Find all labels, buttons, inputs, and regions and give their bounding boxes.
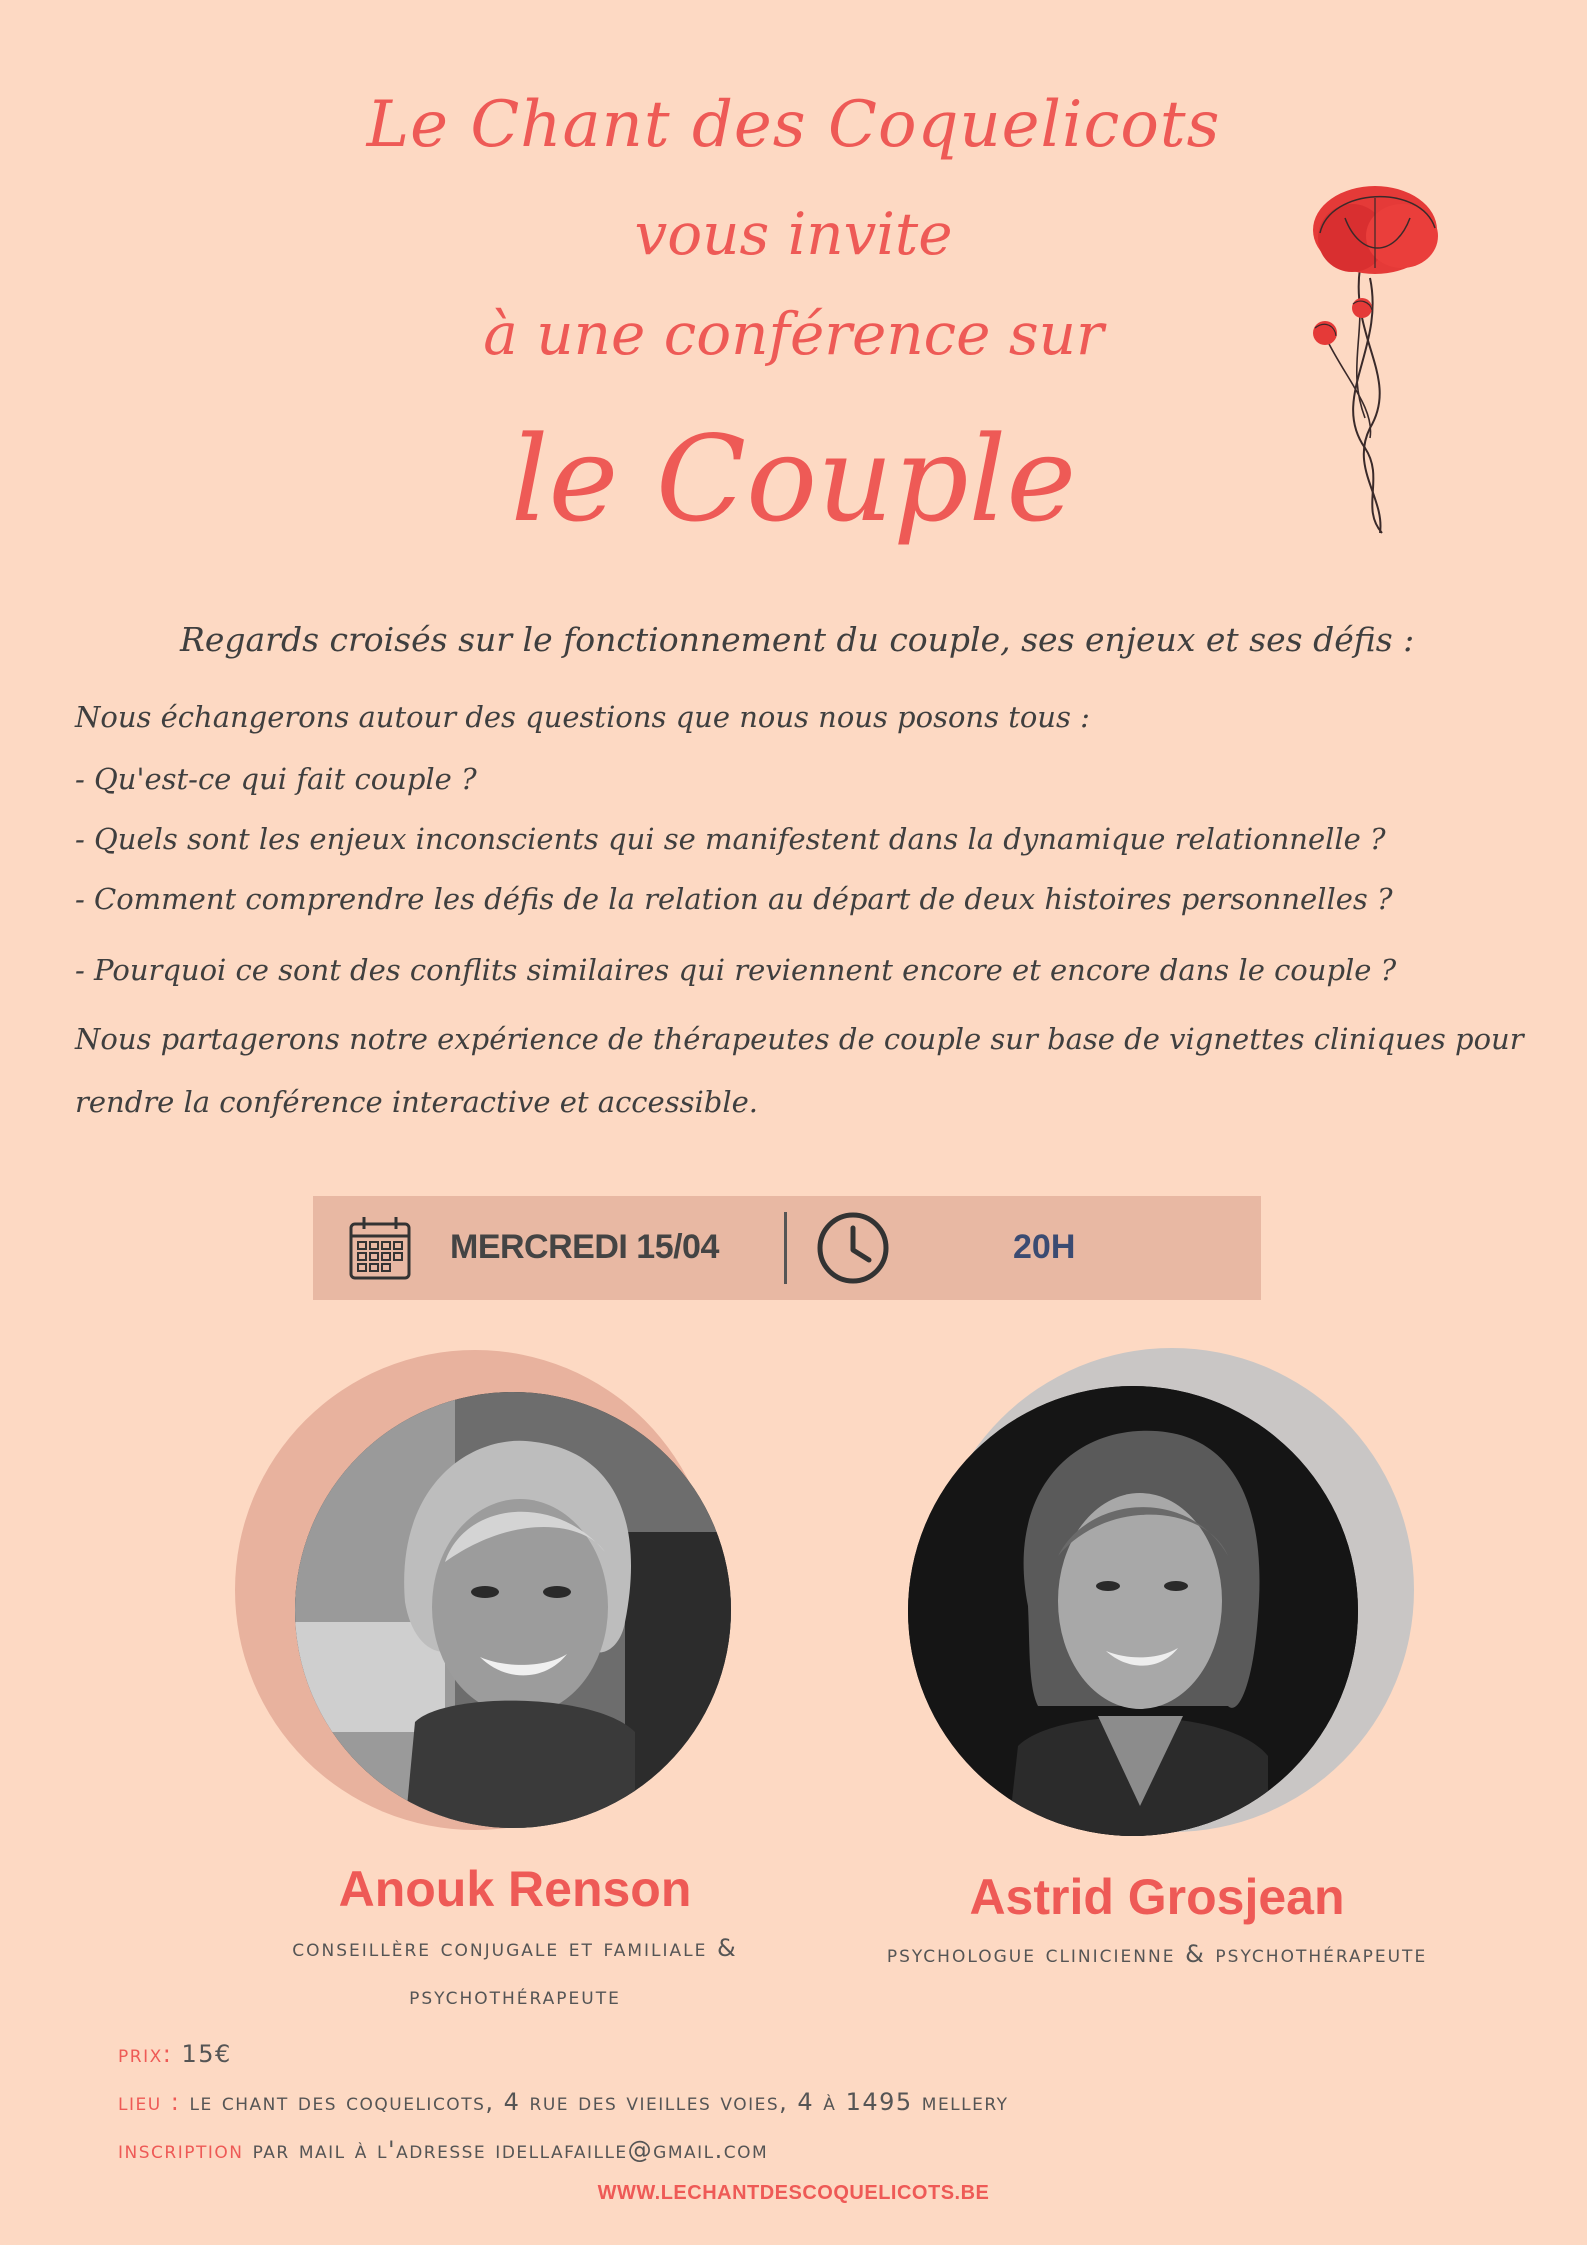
price-label: prix:: [118, 2040, 173, 2068]
poppy-illustration: [1290, 178, 1460, 538]
question-item: - Pourquoi ce sont des conflits similaires qui reviennent encore et encore dans le couple ?: [75, 953, 1397, 987]
intro-line: Nous échangerons autour des questions que nous nous posons tous :: [75, 700, 1090, 734]
closing-line: Nous partagerons notre expérience de thérapeutes de couple sur base de vignettes cliniques pour: [75, 1022, 1524, 1056]
website-link[interactable]: WWW.LECHANTDESCOQUELICOTS.BE: [597, 2182, 990, 2204]
speaker-role: psychologue clinicienne & psychothérapeute: [886, 1940, 1428, 1968]
org-title: Le Chant des Coquelicots: [366, 88, 1221, 162]
conference-subtitle: Regards croisés sur le fonctionnement du couple, ses enjeux et ses défis :: [180, 620, 1415, 659]
price-value: 15€: [181, 2040, 232, 2068]
event-date: MERCREDI 15/04: [450, 1228, 719, 1266]
location-value: le chant des coquelicots, 4 rue des vieilles voies, 4 à 1495 mellery: [189, 2088, 1009, 2116]
question-item: - Quels sont les enjeux inconscients qui se manifestent dans la dynamique relationnelle ?: [75, 822, 1386, 856]
topic-title: le Couple: [510, 410, 1077, 548]
location-label: lieu :: [118, 2088, 181, 2116]
speaker-role: psychothérapeute: [409, 1982, 621, 2010]
closing-line: rendre la conférence interactive et accessible.: [75, 1085, 758, 1119]
conference-line: à une conférence sur: [483, 300, 1104, 368]
bar-divider: [784, 1212, 787, 1284]
price-info: [118, 2040, 232, 2068]
signup-label: inscription: [118, 2136, 244, 2164]
speaker-role: conseillère conjugale et familiale &: [292, 1934, 738, 1962]
clock-icon: [815, 1210, 891, 1286]
speaker-name: Anouk Renson: [338, 1861, 692, 1917]
question-item: - Qu'est-ce qui fait couple ?: [75, 762, 477, 796]
speaker-photo: [908, 1386, 1358, 1836]
question-item: - Comment comprendre les défis de la relation au départ de deux histoires personnelles ?: [75, 882, 1393, 916]
signup-value: par mail à l'adresse idellafaille@gmail.com: [252, 2136, 769, 2164]
speaker-photo: [295, 1392, 731, 1828]
event-time: 20H: [1013, 1228, 1076, 1266]
calendar-icon: [348, 1214, 412, 1282]
location-info: [118, 2088, 1008, 2116]
invite-line: vous invite: [634, 200, 953, 268]
signup-info: [118, 2136, 768, 2164]
date-time-bar: [313, 1196, 1261, 1300]
speaker-name: Astrid Grosjean: [969, 1869, 1345, 1925]
